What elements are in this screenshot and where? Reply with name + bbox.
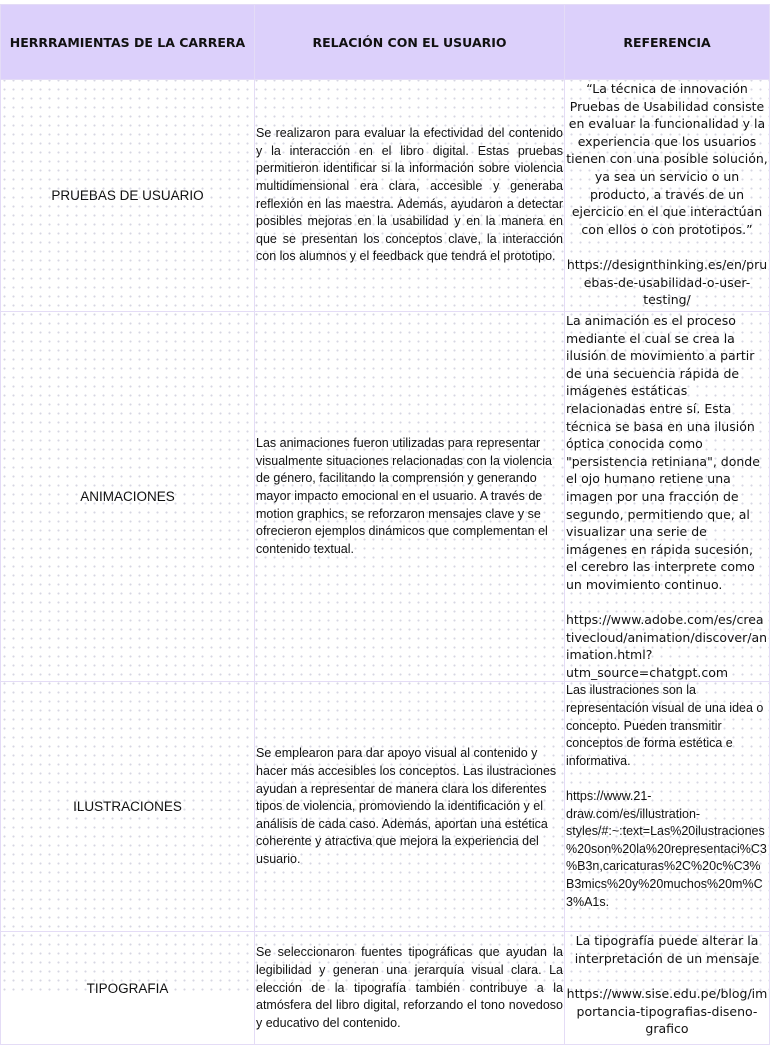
reference-link[interactable]: https://designthinking.es/en/pruebas-de-usabilidad-o-user-testing/ — [566, 256, 768, 308]
header-reference: REFERENCIA — [565, 5, 770, 80]
tool-name: ILUSTRACIONES — [1, 682, 255, 932]
user-relation-text: Se realizaron para evaluar la efectividad del contenido y la interacción en el libro digital. Estas pruebas permitieron identificar si la información sobre violencia multidimensional era clara, accesible y generaba reflexión en las maestra. Además, ayudaron a detectar posibles mejoras en la usabilidad y en la manera en que se presentan los conceptos clave, la interacción con los alumnos y el feedback que tendrá el prototipo. — [255, 80, 565, 312]
reference-link[interactable]: https://www.sise.edu.pe/blog/importancia-tipografias-diseno-grafico — [566, 986, 768, 1037]
reference-link[interactable]: https://www.adobe.com/es/creativecloud/animation/discover/animation.html?utm_source=chatgpt.com — [566, 612, 768, 680]
user-relation-text: Se seleccionaron fuentes tipográficas que ayudan la legibilidad y generan una jerarquía visual clara. La elección de la tipografía también contribuye a la atmósfera del libro digital, reforzando el tono novedoso y educativo del contenido. — [255, 932, 565, 1045]
reference-cell — [565, 682, 770, 932]
reference-text: La tipografía puede alterar la interpretación de un mensaje — [574, 933, 760, 967]
reference-cell — [565, 312, 770, 682]
user-relation-text: Las animaciones fueron utilizadas para representar visualmente situaciones relacionadas con la violencia de género, facilitando la comprensión y generando mayor impacto emocional en el usuario. A través de motion graphics, se reforzaron mensajes clave y se ofrecieron ejemplos dinámicos que complementan el contenido textual. — [255, 312, 565, 682]
header-tools: HERRRAMIENTAS DE LA CARRERA — [1, 5, 255, 80]
reference-link[interactable]: https://www.21-draw.com/es/illustration-styles/#:~:text=Las%20ilustraciones%20son%20la%20representaci%C3%B3n,caricaturas%2C%20c%C3%B3mics%20y%20muchos%20m%C3%A1s. — [566, 789, 767, 909]
tool-name: ANIMACIONES — [1, 312, 255, 682]
reference-text: “La técnica de innovación Pruebas de Usabilidad consiste en evaluar la funcionalidad y la experiencia que los usuarios tienen con una posible solución, ya sea un servicio o un producto, a través de un ejercicio en el que interactúan con ellos o con prototipos.” — [566, 81, 768, 237]
table-row — [1, 80, 770, 312]
document-page — [0, 4, 770, 1037]
reference-text: Las ilustraciones son la representación visual de una idea o concepto. Pueden transmitir conceptos de forma estética e informativa. — [566, 683, 764, 768]
reference-cell — [565, 932, 770, 1045]
table-row — [1, 932, 770, 1045]
reference-cell — [565, 80, 770, 312]
tool-name: TIPOGRAFIA — [1, 932, 255, 1045]
tool-name: PRUEBAS DE USUARIO — [1, 80, 255, 312]
table-header-row — [1, 5, 770, 80]
header-user-relation: RELACIÓN CON EL USUARIO — [255, 5, 565, 80]
reference-text: La animación es el proceso mediante el cual se crea la ilusión de movimiento a partir de una secuencia rápida de imágenes estáticas relacionadas entre sí. Esta técnica se basa en una ilusión óptica conocida como "persistencia retiniana", donde el ojo humano retiene una imagen por una fracción de segundo, permitiendo que, al visualizar una serie de imágenes en rápida sucesión, el cerebro las interprete como un movimiento continuo. — [566, 313, 760, 592]
table-row — [1, 312, 770, 682]
user-relation-text: Se emplearon para dar apoyo visual al contenido y hacer más accesibles los conceptos. Las ilustraciones ayudan a representar de manera clara los diferentes tipos de violencia, promoviendo la identificación y el análisis de cada caso. Además, aportan una estética coherente y atractiva que mejora la experiencia del usuario. — [255, 682, 565, 932]
table-row — [1, 682, 770, 932]
career-tools-table — [0, 4, 770, 1045]
